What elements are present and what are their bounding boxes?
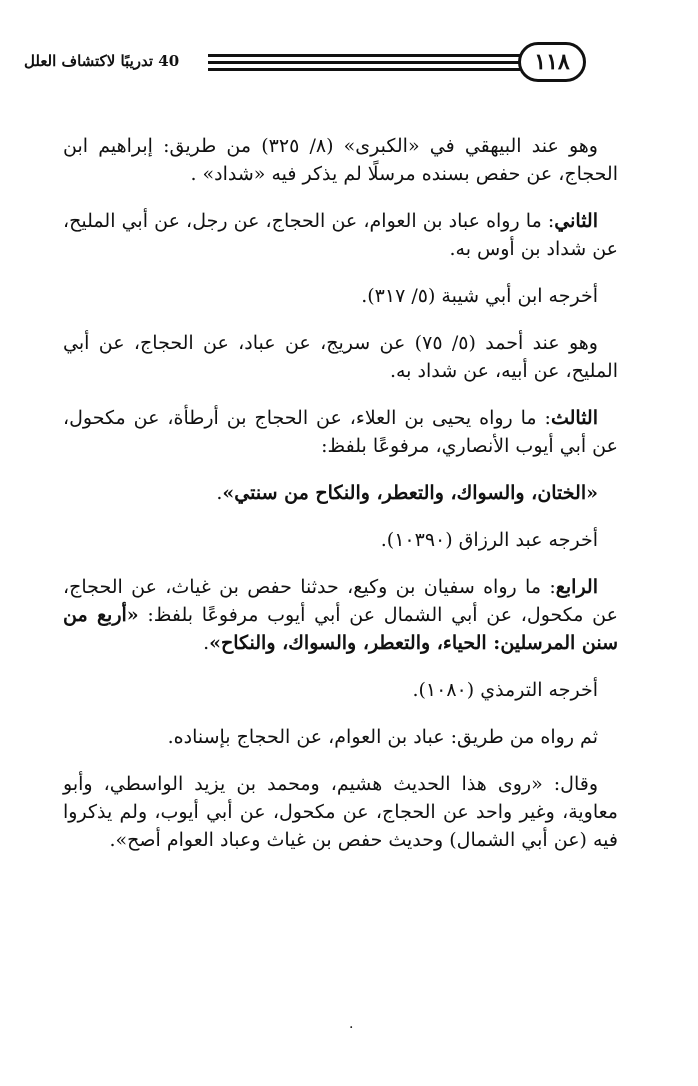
paragraph-tail: . <box>203 632 210 654</box>
paragraph-text: . <box>216 482 223 504</box>
paragraph-text: وهو عند البيهقي في «الكبرى» (٨/ ٣٢٥) من طريق: إبراهيم ابن الحجاج، عن حفص بسنده مرسلًا لم يذكر فيه «شداد» . <box>63 135 618 185</box>
paragraph-text: أخرجه ابن أبي شيبة (٥/ ٣١٧). <box>361 285 598 307</box>
paragraph <box>63 676 618 704</box>
paragraph-label: الثالث <box>550 407 598 429</box>
paragraph-text: : ما رواه سفيان بن وكيع، حدثنا حفص بن غياث، عن الحجاج، عن مكحول، عن أبي الشمال عن أبي أيوب مرفوعًا بلفظ: <box>63 576 618 626</box>
header-rule-line <box>208 54 520 57</box>
page-number: ١١٨ <box>518 42 586 82</box>
paragraph-label: الرابع <box>555 576 598 598</box>
paragraph-text: : ما رواه عباد بن العوام، عن الحجاج، عن رجل، عن أبي المليح، عن شداد بن أوس به. <box>63 210 618 260</box>
paragraph <box>63 723 618 751</box>
paragraph <box>63 770 618 854</box>
paragraph-text: أخرجه عبد الرزاق (١٠٣٩٠). <box>380 529 598 551</box>
paragraph-label: الثاني <box>554 210 598 232</box>
hadith-text: «أربع من سنن المرسلين: الحياء، والتعطر، والسواك، والنكاح» <box>63 604 618 654</box>
header-rule <box>208 54 520 74</box>
page-header <box>0 40 698 102</box>
header-rule-line <box>208 61 520 64</box>
paragraph-text: أخرجه الترمذي (١٠٨٠). <box>412 679 598 701</box>
paragraph-text: ثم رواه من طريق: عباد بن العوام، عن الحجاج بإسناده. <box>167 726 598 748</box>
paragraph <box>63 526 618 554</box>
book-title: 40 تدريبًا لاكتشاف العلل <box>24 52 180 70</box>
page-body <box>63 113 618 862</box>
paragraph <box>63 207 618 263</box>
paragraph <box>63 404 618 460</box>
paragraph <box>63 573 618 657</box>
hadith-text: «الختان، والسواك، والتعطر، والنكاح من سنتي» <box>222 482 598 504</box>
paragraph <box>63 479 618 507</box>
paragraph-text: : ما رواه يحيى بن العلاء، عن الحجاج بن أرطأة، عن مكحول، عن أبي أيوب الأنصاري، مرفوعًا بلفظ: <box>63 407 618 457</box>
paragraph-text: وهو عند أحمد (٥/ ٧٥) عن سريج، عن عباد، عن الحجاج، عن أبي المليح، عن أبيه، عن شداد به. <box>63 332 618 382</box>
paragraph <box>63 132 618 188</box>
header-rule-line <box>208 68 520 71</box>
paragraph-text: وقال: «روى هذا الحديث هشيم، ومحمد بن يزيد الواسطي، وأبو معاوية، وغير واحد عن الحجاج، عن مكحول، عن أبي أيوب، ولم يذكروا فيه (عن أبي الشمال) وحديث حفص بن غياث وعباد العوام أصح». <box>63 773 618 851</box>
paragraph <box>63 282 618 310</box>
print-mark: · <box>349 1020 354 1036</box>
paragraph <box>63 329 618 385</box>
